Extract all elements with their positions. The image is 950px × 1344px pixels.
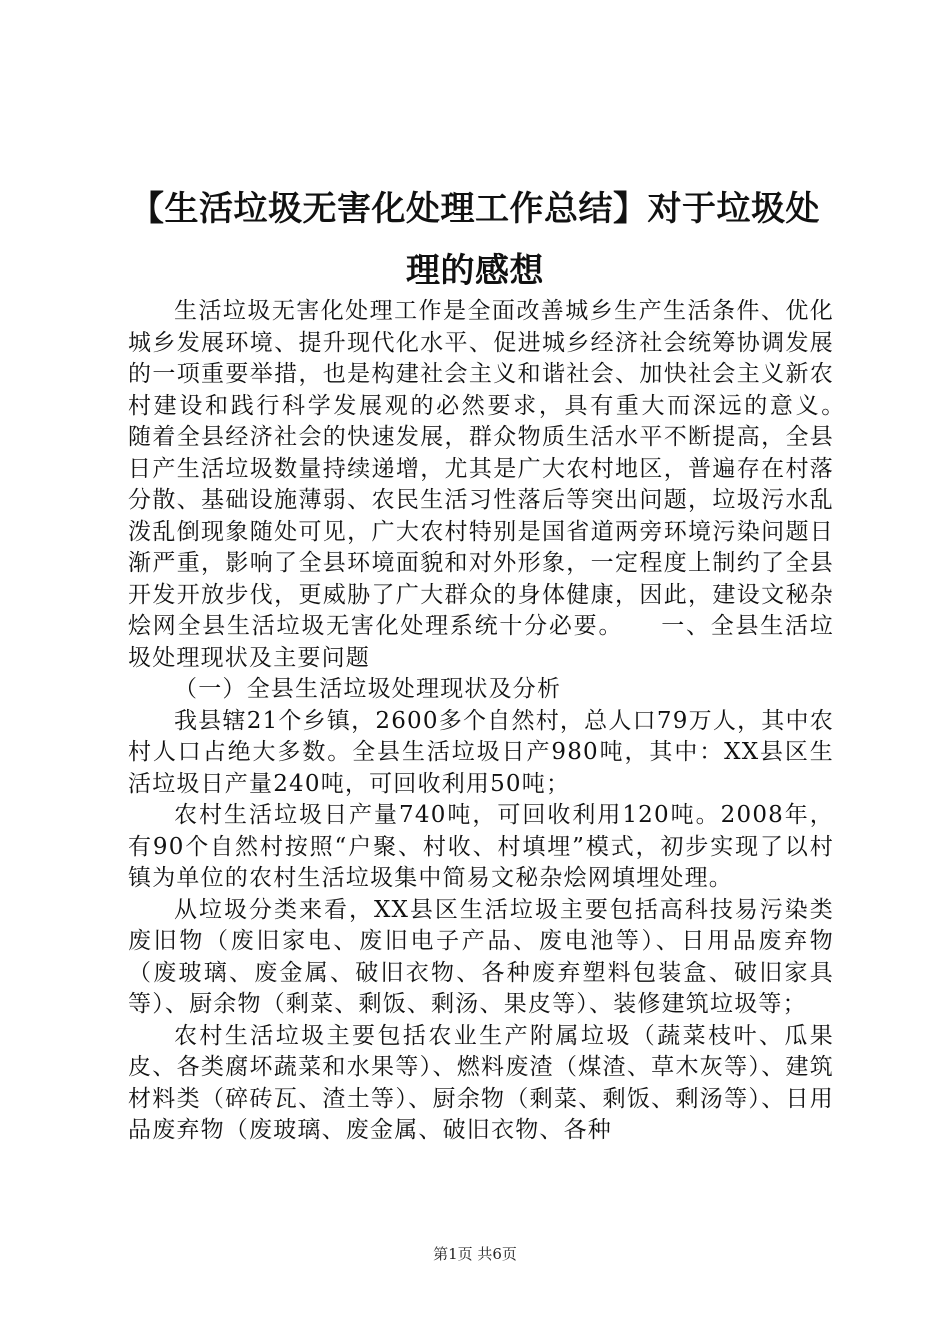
paragraph-urban-classification: 从垃圾分类来看，XX县区生活垃圾主要包括高科技易污染类废旧物（废旧家电、废旧电子产品、废电池等）、日用品废弃物（废玻璃、废金属、破旧衣物、各种废弃塑料包装盒、破旧家具等）、厨余物（剩菜、剩饭、剩汤、果皮等）、装修建筑垃圾等； [128,896,834,1017]
page-footer: 第1页 共6页 [433,1245,517,1263]
document-body [128,296,883,1147]
paragraph-rural-garbage: 农村生活垃圾日产量740吨，可回收利用120吨。2008年，有90个自然村按照“户聚、村收、村填埋”模式，初步实现了以村镇为单位的农村生活垃圾集中简易文秘杂烩网填埋处理。 [128,802,834,891]
paragraph-county-overview: 我县辖21个乡镇，2600多个自然村，总人口79万人，其中农村人口占绝大多数。全县生活垃圾日产980吨，其中：XX县区生活垃圾日产量240吨，可回收利用50吨； [128,707,834,797]
paragraph-intro: 生活垃圾无害化处理工作是全面改善城乡生产生活条件、优化城乡发展环境、提升现代化水平、促进城乡经济社会统筹协调发展的一项重要举措，也是构建社会主义和谐社会、加快社会主义新农村建设和践行科学发展观的必然要求，具有重大而深远的意义。 随着全县经济社会的快速发展，群众物质生活水平不断提高，全县日产生活垃圾数量持续递增，尤其是广大农村地区，普遍存在村落分散、基础设施薄弱、农民生活习性落后等突出问题，垃圾污水乱泼乱倒现象随处可见，广大农村特别是国省道两旁环境污染问题日渐严重，影响了全县环境面貌和对外形象，一定程度上制约了全县开发开放步伐，更威胁了广大群众的身体健康，因此，建设文秘杂烩网全县生活垃圾无害化处理系统十分必要。 一、全县生活垃圾处理现状及主要问题 [128,298,883,671]
section-heading: （一）全县生活垃圾处理现状及分析 [174,676,562,702]
paragraph-rural-classification: 农村生活垃圾主要包括农业生产附属垃圾（蔬菜枝叶、瓜果皮、各类腐坏蔬菜和水果等）、燃料废渣（煤渣、草木灰等）、建筑材料类（碎砖瓦、渣土等）、厨余物（剩菜、剩饭、剩汤等）、日用品废弃物（废玻璃、废金属、破旧衣物、各种 [128,1022,834,1143]
document-title: 【生活垃圾无害化处理工作总结】对于垃圾处理的感想 [130,189,820,291]
